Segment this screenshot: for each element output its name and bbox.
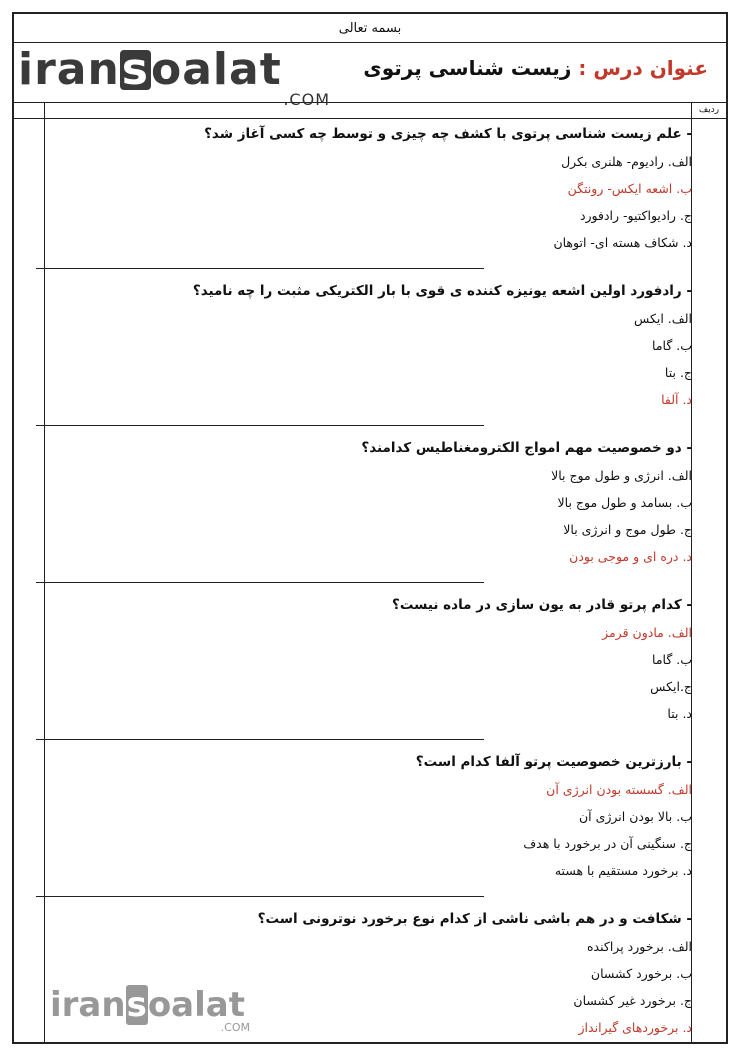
- option: ب. بسامد و طول موج بالا: [557, 495, 692, 510]
- column-header-row: [14, 102, 726, 119]
- question-separator: [36, 268, 484, 269]
- column-label: ردیف: [691, 102, 726, 118]
- question-separator: [36, 896, 484, 897]
- option: ج.ایکس: [650, 679, 692, 694]
- question-stem: - رادفورد اولین اشعه یونیزه کننده ی قوی با بار الکتریکی مثبت را چه نامید؟: [192, 283, 692, 299]
- question-item: [36, 748, 692, 884]
- basmala: بسمه تعالی: [338, 20, 402, 36]
- option: د. برخورد مستقیم با هسته: [554, 863, 692, 878]
- option: ج. رادیواکتیو- رادفورد: [579, 208, 692, 223]
- course-title-label: عنوان درس :: [578, 56, 708, 80]
- option: الف. انرژی و طول موج بالا: [551, 468, 692, 483]
- answer-option: ب. اشعه ایکس- رونتگن: [567, 181, 692, 196]
- option: ب. برخورد کشسان: [590, 966, 692, 981]
- logo-com: .COM: [283, 90, 330, 109]
- option: د. شکاف هسته ای- اتوهان: [553, 235, 692, 250]
- answer-option: د. آلفا: [661, 392, 692, 407]
- question-stem: - شکافت و در هم باشی ناشی از کدام نوع برخورد نوترونی است؟: [257, 911, 692, 927]
- option: ج. طول موج و انرژی بالا: [563, 522, 692, 537]
- watermark: iransoalat .COM: [50, 985, 250, 1034]
- option: الف. رادیوم- هلنری بکرل: [561, 154, 692, 169]
- question-item: [36, 120, 692, 256]
- basmala-bar: [14, 14, 726, 43]
- option: ب. بالا بودن انرژی آن: [578, 809, 692, 824]
- question-stem: - علم زیست شناسی پرتوی با کشف چه چیزی و توسط چه کسی آغاز شد؟: [204, 126, 692, 142]
- option: د. بتا: [667, 706, 692, 721]
- question-stem: - دو خصوصیت مهم امواج الکترومغناطیس کدامند؟: [361, 440, 692, 456]
- question-item: [36, 591, 692, 727]
- question-separator: [36, 739, 484, 740]
- option: ج. برخورد غیر کشسان: [573, 993, 692, 1008]
- question-stem: - بارزترین خصوصیت پرتو آلفا کدام است؟: [415, 754, 692, 770]
- question-separator: [36, 425, 484, 426]
- option: ب. گاما: [652, 338, 692, 353]
- option: الف. ایکس: [634, 311, 692, 326]
- question-item: [36, 434, 692, 570]
- course-title-value: زیست شناسی پرتوی: [363, 56, 572, 80]
- question-stem: - کدام پرتو قادر به یون سازی در ماده نیست؟: [392, 597, 692, 613]
- answer-option: د. برخوردهای گیرانداز: [578, 1020, 692, 1035]
- logo: iransoalat .COM: [18, 44, 330, 109]
- course-title: [363, 56, 708, 80]
- option: الف. برخورد پراکنده: [587, 939, 692, 954]
- option: ج. بتا: [664, 365, 692, 380]
- question-item: [36, 277, 692, 413]
- header: [14, 42, 726, 109]
- answer-option: الف. گسسته بودن انرژی آن: [546, 782, 692, 797]
- question-separator: [36, 582, 484, 583]
- option: ج. سنگینی آن در برخورد با هدف: [523, 836, 692, 851]
- answer-option: الف. مادون قرمز: [602, 625, 692, 640]
- option: ب. گاما: [652, 652, 692, 667]
- answer-option: د. دره ای و موجی بودن: [569, 549, 692, 564]
